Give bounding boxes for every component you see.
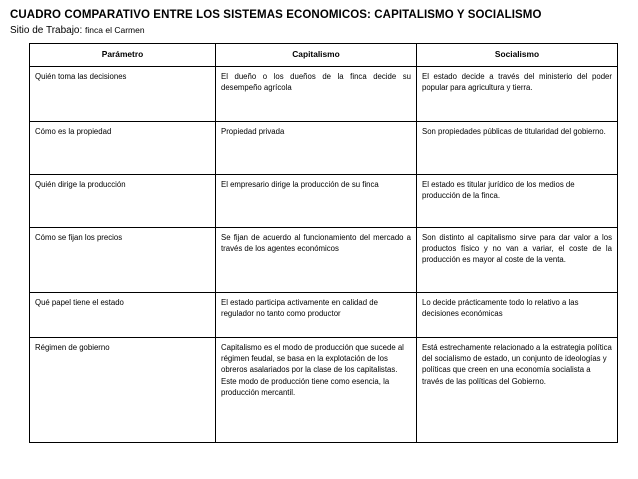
cell-capitalismo: El empresario dirige la producción de su finca bbox=[216, 175, 417, 228]
table-row bbox=[30, 122, 618, 175]
column-header-socialismo: Socialismo bbox=[417, 44, 618, 67]
comparison-table bbox=[29, 43, 618, 443]
table-row bbox=[30, 67, 618, 122]
table-row bbox=[30, 175, 618, 228]
page-title: CUADRO COMPARATIVO ENTRE LOS SISTEMAS ECONOMICOS: CAPITALISMO Y SOCIALISMO bbox=[10, 9, 542, 21]
cell-capitalismo: Se fijan de acuerdo al funcionamiento del mercado a través de los agentes económicos bbox=[216, 228, 417, 293]
cell-socialismo: El estado decide a través del ministerio del poder popular para agricultura y tierra. bbox=[417, 67, 618, 122]
table-row bbox=[30, 293, 618, 338]
worksite-value: finca el Carmen bbox=[85, 25, 145, 35]
cell-capitalismo: Capitalismo es el modo de producción que sucede al régimen feudal, se basa en la explotación de los obreros asalariados por la clase de los capitalistas. Este modo de producción tiene como esencia, la producción mercantil. bbox=[216, 338, 417, 443]
column-header-parametro: Parámetro bbox=[30, 44, 216, 67]
cell-parametro: Qué papel tiene el estado bbox=[30, 293, 216, 338]
cell-capitalismo: Propiedad privada bbox=[216, 122, 417, 175]
cell-parametro: Quién dirige la producción bbox=[30, 175, 216, 228]
cell-capitalismo: El dueño o los dueños de la finca decide su desempeño agrícola bbox=[216, 67, 417, 122]
table-header-row bbox=[30, 44, 618, 67]
cell-capitalismo: El estado participa activamente en calidad de regulador no tanto como productor bbox=[216, 293, 417, 338]
cell-socialismo: El estado es titular jurídico de los medios de producción de la finca. bbox=[417, 175, 618, 228]
cell-parametro: Cómo se fijan los precios bbox=[30, 228, 216, 293]
cell-socialismo: Son distinto al capitalismo sirve para dar valor a los productos físico y no van a variar, el coste de la producción es mayor al coste de la venta. bbox=[417, 228, 618, 293]
cell-socialismo: Lo decide prácticamente todo lo relativo a las decisiones económicas bbox=[417, 293, 618, 338]
cell-parametro: Cómo es la propiedad bbox=[30, 122, 216, 175]
worksite-line bbox=[10, 24, 628, 37]
table-row bbox=[30, 338, 618, 443]
table-row bbox=[30, 228, 618, 293]
column-header-capitalismo: Capitalismo bbox=[216, 44, 417, 67]
cell-socialismo: Está estrechamente relacionado a la estrategia política del socialismo de estado, un conjunto de ideologías y políticas que creen en una economía socialista a través de las políticas del Gobierno. bbox=[417, 338, 618, 443]
worksite-label: Sitio de Trabajo: bbox=[10, 25, 83, 36]
cell-parametro: Régimen de gobierno bbox=[30, 338, 216, 443]
cell-socialismo: Son propiedades públicas de titularidad del gobierno. bbox=[417, 122, 618, 175]
cell-parametro: Quién toma las decisiones bbox=[30, 67, 216, 122]
